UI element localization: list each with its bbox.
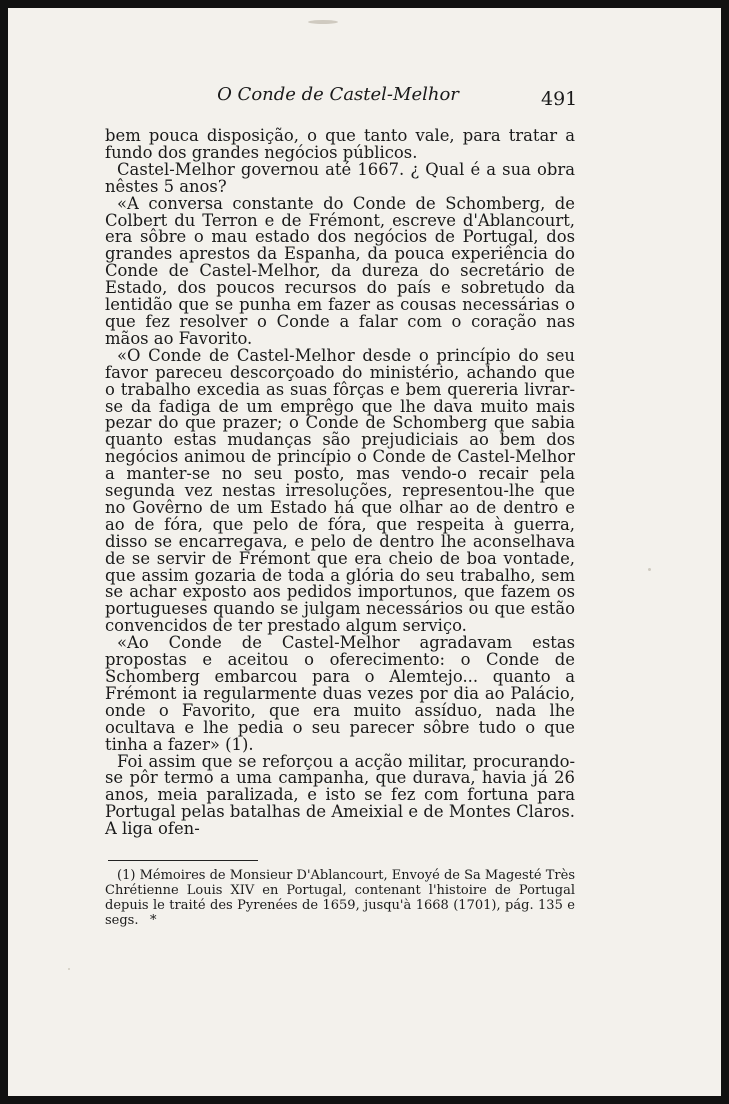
paragraph: «O Conde de Castel-Melhor desde o princípio do seu favor pareceu descorçoado do ministério, achando que o trabalho excedia as suas fôrças e bem quereria livrar-se da fadiga de um emprêgo que lhe dava muito mais pezar do que prazer; o Conde de Schomberg que sabia quanto estas mudanças são prejudiciais ao bem dos negócios animou de princípio o Conde de Castel-Melhor a manter-se no seu posto, mas vendo-o recair pela segunda vez nestas irresoluções, representou-lhe que no Govêrno de um Estado há que olhar ao de dentro e ao de fóra, que pelo de fóra, que respeita à guerra, disso se encarregava, e pelo de dentro lhe aconselhava de se servir de Frémont que era cheio de boa vontade, que assim gozaria de toda a glória do seu trabalho, sem se achar exposto aos pedidos importunos, que fazem os portugueses quando se julgam necessários ou que estão convencidos de ter prestado algum serviço. [105, 345, 575, 636]
stray-mark: * [150, 913, 157, 928]
paragraph: Castel-Melhor governou até 1667. ¿ Qual é a sua obra nêstes 5 anos? [105, 159, 575, 196]
book-page [8, 8, 721, 1096]
paragraph: bem pouca disposição, o que tanto vale, para tratar a fundo dos grandes negócios públicos. [105, 126, 575, 162]
footnote [105, 868, 575, 928]
paper-speck [648, 568, 651, 571]
page-header [8, 82, 721, 112]
paper-speck [68, 968, 70, 970]
paragraph: «Ao Conde de Castel-Melhor agradavam estas propostas e aceitou o oferecimento: o Conde de Schomberg embarcou para o Alemtejo... quanto a Frémont ia regularmente duas vezes por dia ao Palácio, onde o Favorito, que era muito assíduo, nada lhe ocultava e lhe pedia o seu parecer sôbre tudo o que tinha a fazer» (1). [105, 633, 575, 754]
page-number: 491 [541, 88, 578, 110]
paper-speck [308, 20, 338, 24]
paragraph: Foi assim que se reforçou a acção militar, procurando-se pôr termo a uma campanha, que durava, havia já 26 anos, meia paralizada, e isto se fez com fortuna para Portugal pelas batalhas de Ameixial e de Montes Claros. A liga ofen- [105, 751, 575, 839]
paragraph: «A conversa constante do Conde de Schomberg, de Colbert du Terron e de Frémont, escreve d'Ablancourt, era sôbre o mau estado dos negócios de Portugal, dos grandes aprestos da Espanha, da pouca experiência do Conde de Castel-Melhor, da dureza do secretário de Estado, dos poucos recursos do país e sobretudo da lentidão que se punha em fazer as cousas necessárias o que fez resolver o Conde a falar com o coração nas mãos ao Favorito. [105, 193, 575, 348]
footnote-rule [108, 860, 258, 861]
body-text [105, 128, 575, 838]
running-title: O Conde de Castel-Melhor [217, 84, 459, 105]
footnote-text: (1) Mémoires de Monsieur D'Ablancourt, Envoyé de Sa Magesté Très Chrétienne Louis XIV en Portugal, contenant l'histoire de Portugal depuis le traité des Pyrenées de 1659, jusqu'à 1668 (1701), pág. 135 e segs. [105, 868, 575, 928]
